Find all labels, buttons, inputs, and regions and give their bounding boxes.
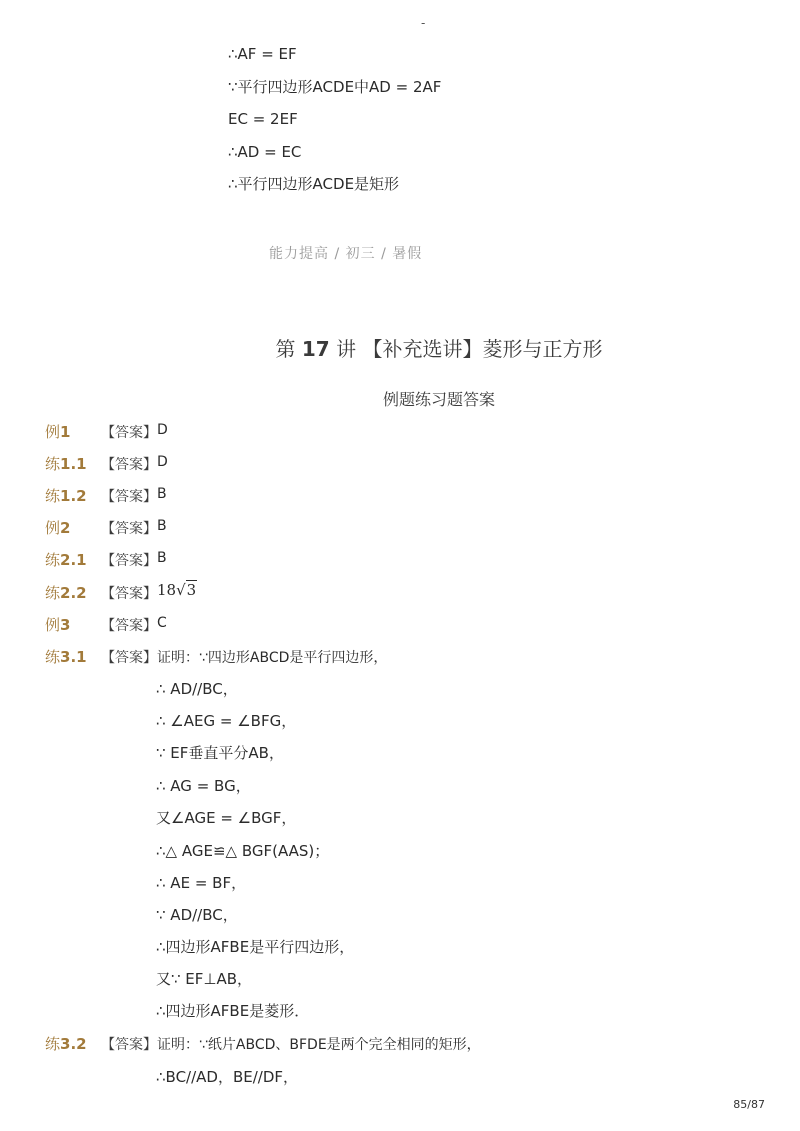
proof-step: ∴ AE = BF， bbox=[156, 874, 247, 892]
top-proof-line-5: ∴平行四边形ACDE是矩形 bbox=[228, 175, 400, 193]
proof-step: 又∵ EF⊥AB， bbox=[156, 970, 253, 988]
proof-step: ∵ AD//BC， bbox=[156, 906, 238, 924]
lecture-number: 17 bbox=[301, 337, 330, 361]
proof-step: 又∠AGE = ∠BGF， bbox=[156, 809, 297, 827]
question-label: 例3 bbox=[45, 616, 71, 634]
answer-tag: 【答案】 bbox=[101, 553, 157, 569]
proof-step: ∴四边形AFBE是平行四边形， bbox=[156, 938, 355, 956]
answer-tag: 【答案】 bbox=[101, 489, 157, 505]
answer-value: B bbox=[157, 550, 167, 566]
proof-step: ∴ AD//BC， bbox=[156, 680, 238, 698]
section-title: 例题练习题答案 bbox=[382, 390, 495, 409]
answer-tag: 【答案】 bbox=[101, 618, 157, 634]
answer-value: 证明：∵纸片ABCD、BFDE是两个完全相同的矩形， bbox=[157, 1037, 481, 1053]
breadcrumb: 能力提高 / 初三 / 暑假 bbox=[269, 246, 423, 262]
answer-tag: 【答案】 bbox=[101, 586, 157, 602]
proof-step: ∴BC//AD，BE//DF， bbox=[156, 1068, 299, 1086]
answer-tag: 【答案】 bbox=[101, 650, 157, 666]
proof-step: ∴四边形AFBE是菱形． bbox=[156, 1002, 310, 1020]
answer-tag: 【答案】 bbox=[101, 1037, 157, 1053]
answer-value: C bbox=[157, 615, 167, 631]
question-label: 练1.1 bbox=[45, 455, 87, 473]
answer-value: D bbox=[157, 422, 168, 438]
answer-tag: 【答案】 bbox=[101, 521, 157, 537]
question-label: 练2.2 bbox=[45, 584, 87, 602]
lecture-suffix: 讲 【补充选讲】菱形与正方形 bbox=[336, 337, 603, 361]
question-label: 练2.1 bbox=[45, 551, 87, 569]
question-label: 练3.1 bbox=[45, 648, 87, 666]
answer-value bbox=[157, 581, 197, 599]
answer-value: 证明：∵四边形ABCD是平行四边形， bbox=[157, 650, 388, 666]
answer-value: D bbox=[157, 454, 168, 470]
question-label: 例1 bbox=[45, 423, 71, 441]
answer-value: B bbox=[157, 486, 167, 502]
header-mark: - bbox=[421, 16, 426, 30]
proof-step: ∴△ AGE≌△ BGF(AAS)； bbox=[156, 842, 330, 860]
answer-tag: 【答案】 bbox=[101, 425, 157, 441]
sqrt-symbol: √3 bbox=[176, 581, 197, 599]
question-label: 练1.2 bbox=[45, 487, 87, 505]
proof-step: ∵ EF垂直平分AB， bbox=[156, 744, 284, 762]
answer-value: B bbox=[157, 518, 167, 534]
top-proof-line-3: EC = 2EF bbox=[228, 110, 298, 128]
top-proof-line-1: ∴AF = EF bbox=[228, 45, 297, 63]
proof-step: ∴ AG = BG， bbox=[156, 777, 251, 795]
page-number: 85/87 bbox=[733, 1098, 765, 1111]
question-label: 例2 bbox=[45, 519, 71, 537]
top-proof-line-2: ∵平行四边形ACDE中AD = 2AF bbox=[228, 78, 442, 96]
lecture-title bbox=[0, 333, 800, 362]
answer-coefficient: 18 bbox=[157, 581, 177, 599]
answer-tag: 【答案】 bbox=[101, 457, 157, 473]
proof-step: ∴ ∠AEG = ∠BFG， bbox=[156, 712, 297, 730]
radicand: 3 bbox=[186, 581, 197, 599]
top-proof-line-4: ∴AD = EC bbox=[228, 143, 302, 161]
question-label: 练3.2 bbox=[45, 1035, 87, 1053]
lecture-prefix: 第 bbox=[275, 337, 296, 361]
